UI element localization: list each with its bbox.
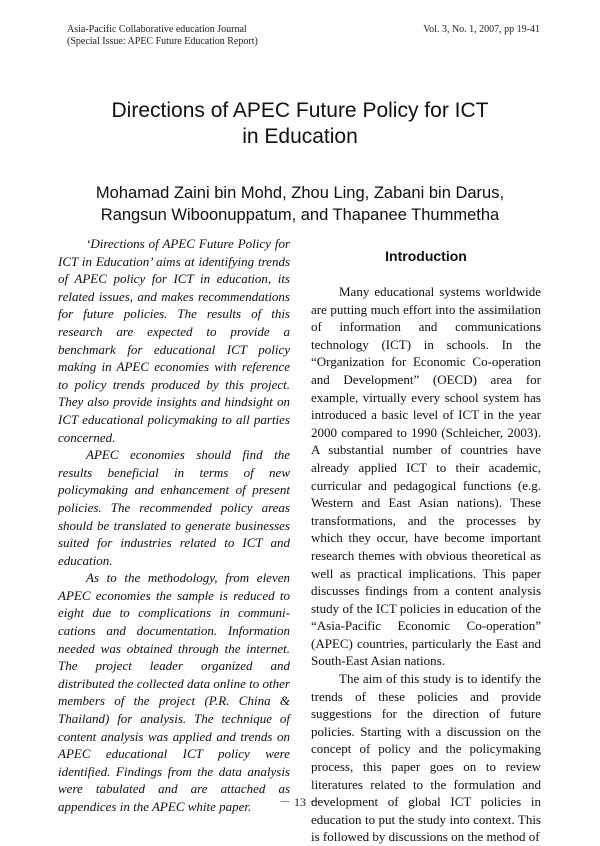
body-paragraph: The aim of this study is to identify the trends of these policies and provide suggestions for the direction of future policies. Starting with a discussion on the concept of policy and the policymaking process, this paper goes on to review literatures related to the formulation and development of global ICT policies in education to put the study into context. This is followed by discussions on the method of xyxy=(311,671,541,845)
body-paragraph: Many educational systems worldwide are putting much effort into the assimilation of information and communications technology (ICT) in schools. In the “Organization for Economic Co-operation and Development” (OECD) area for example, virtually every school system has introduced a basic level of ICT in the year 2000 compared to 1990 (Schleicher, 2003). A substantial number of countries have already applied ICT to their academic, curricular and pedagogical functions (e.g. Western and East Asian nations). These transformations, and the processes by which they occur, have become important research themes with obvious theoretical as well as practical implications. This paper discusses findings from a content analysis study of the ICT policies in education of the “Asia-Pacific Economic Co-operation” (APEC) countries, particularly the East and South-East Asian nations. xyxy=(311,284,541,669)
title-line-1: Directions of APEC Future Policy for ICT xyxy=(111,99,489,122)
introduction-heading: Introduction xyxy=(385,248,467,264)
running-header-left xyxy=(67,24,258,48)
abstract-paragraph: As to the methodology, from eleven APEC economies the sample is reduced to eight due to complications in communi-cations and documentation. Information needed was obtained through the internet. The project leader organized and distributed the collected data online to other members of the project (P.R. China & Thailand) for analysis. The technique of content analysis was applied and trends on APEC educational ICT policy were identified. Findings from the data analysis were tabulated and are attached as appendices in the APEC white paper. xyxy=(58,570,290,814)
author-list xyxy=(0,182,600,226)
paper-title xyxy=(0,98,600,150)
running-header-right xyxy=(423,24,540,36)
journal-name: Asia-Pacific Collaborative education Journal xyxy=(67,24,247,35)
abstract-paragraph: ‘Directions of APEC Future Policy for ICT in Education’ aims at identifying trends of APEC policy for ICT in education, its related issues, and makes recommendations for future policies. The results of this research are expected to provide a benchmark for educational ICT policy making in APEC economies with reference to policy trends produced by this project. They also provide insights and hindsight on ICT educational policymaking to all parties concerned. xyxy=(58,236,290,445)
title-line-2: in Education xyxy=(242,125,358,148)
authors-line-2: Rangsun Wiboonuppatum, and Thapanee Thummetha xyxy=(100,206,500,224)
page-number: － 13 － xyxy=(278,795,321,809)
volume-info: Vol. 3, No. 1, 2007, pp 19-41 xyxy=(423,24,540,35)
introduction-column xyxy=(311,244,541,846)
authors-line-1: Mohamad Zaini bin Mohd, Zhou Ling, Zabani bin Darus, xyxy=(95,184,505,202)
abstract-column xyxy=(58,235,290,816)
issue-note: (Special Issue: APEC Future Education Report) xyxy=(67,36,258,47)
abstract-paragraph: APEC economies should find the results beneficial in terms of new policymaking and enhancement of present policies. The recommended policy areas should be translated to generate businesses suited for industries related to ICT and education. xyxy=(58,447,290,568)
